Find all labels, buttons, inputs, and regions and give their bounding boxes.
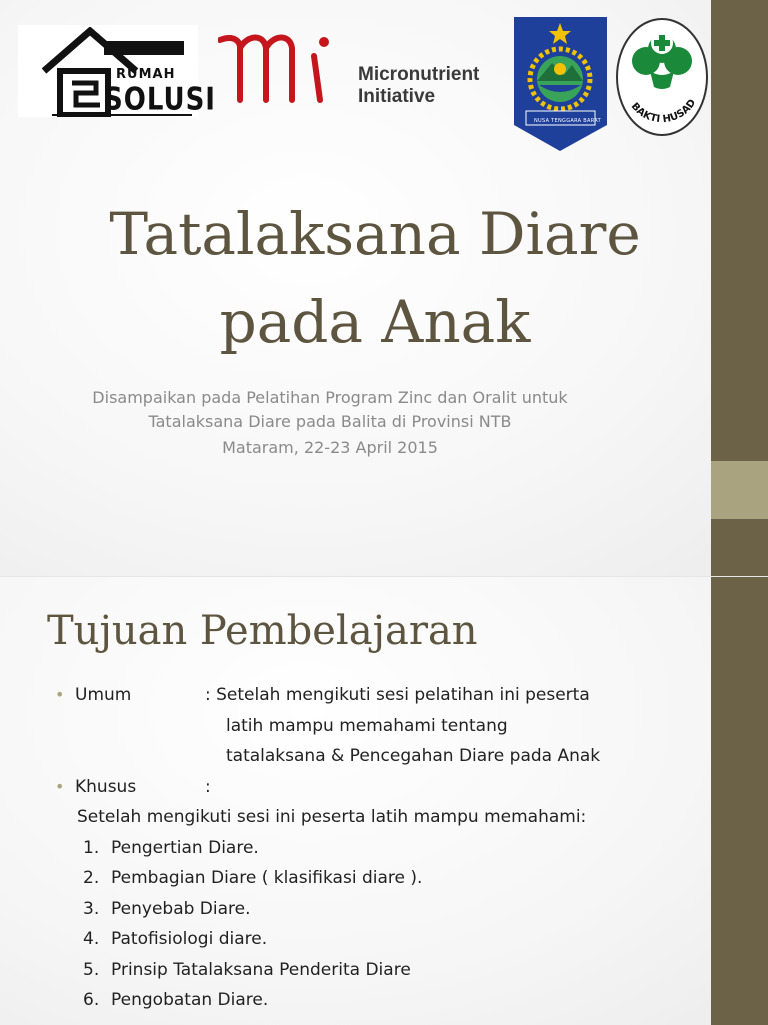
- sidebar-band: [711, 577, 768, 1025]
- numbered-item: [55, 985, 685, 1016]
- item-number: 1.: [83, 837, 100, 858]
- micronutrient-initiative-logo: [218, 30, 498, 110]
- rumah-solusi-logo: [18, 25, 216, 118]
- rumah-text: RUMAH: [116, 67, 176, 82]
- event-date: Mataram, 22-23 April 2015: [222, 438, 438, 457]
- numbered-item: [55, 955, 685, 986]
- bakti-husada-text: BAKTI HUSAD: [628, 97, 699, 126]
- objectives-list: [55, 680, 685, 1016]
- solusi-text: SOLUSI: [104, 82, 216, 118]
- umum-label: Umum: [75, 685, 132, 705]
- subtitle-line1: Disampaikan pada Pelatihan Program Zinc dan Oralit untuk: [92, 388, 568, 407]
- mi-line2: Initiative: [358, 86, 436, 107]
- item-number: 5.: [83, 959, 100, 980]
- item-text: Pembagian Diare ( klasifikasi diare ).: [111, 868, 423, 888]
- khusus-intro: Setelah mengikuti sesi ini peserta latih mampu memahami:: [77, 807, 587, 827]
- numbered-item: [55, 833, 685, 864]
- bakti-husada-icon: [614, 13, 710, 141]
- ntb-shield-icon: [512, 15, 609, 153]
- slide1-subtitle: [40, 386, 620, 460]
- item-text: Pengertian Diare.: [111, 837, 259, 858]
- umum-line2: latih mampu memahami tentang: [226, 715, 508, 736]
- mi-mark-icon: [218, 30, 348, 110]
- slide1-title: [90, 190, 660, 366]
- ntb-motto: NUSA TENGGARA BARAT: [534, 118, 601, 124]
- slide2-title: Tujuan Pembelajaran: [47, 608, 478, 654]
- sidebar-accent-block: [711, 461, 768, 519]
- bullet-icon: •: [55, 776, 65, 796]
- subtitle-line2: Tatalaksana Diare pada Balita di Provinsi NTB: [148, 412, 512, 431]
- bullet-icon: •: [55, 685, 65, 704]
- item-text: Pengobatan Diare.: [111, 990, 269, 1010]
- item-text: Penyebab Diare.: [111, 898, 251, 919]
- item-number: 6.: [83, 990, 100, 1010]
- numbered-item: [55, 924, 685, 955]
- numbered-item: [55, 863, 685, 894]
- umum-line1: : Setelah mengikuti sesi pelatihan ini peserta: [205, 685, 590, 705]
- title-line2: pada Anak: [219, 288, 531, 356]
- list-item: [55, 680, 685, 711]
- umum-line3: tatalaksana & Pencegahan Diare pada Anak: [226, 746, 601, 766]
- khusus-colon: :: [205, 776, 211, 797]
- bakti-husada-logo: [614, 13, 710, 141]
- list-item: [55, 772, 685, 803]
- item-number: 3.: [83, 898, 100, 919]
- item-text: Patofisiologi diare.: [111, 929, 268, 949]
- mi-line1: Micronutrient: [358, 64, 480, 85]
- ntb-emblem: [512, 15, 609, 153]
- item-text: Prinsip Tatalaksana Penderita Diare: [111, 959, 411, 980]
- item-number: 4.: [83, 929, 100, 949]
- title-line1: Tatalaksana Diare: [109, 200, 641, 268]
- khusus-label: Khusus: [75, 776, 137, 797]
- numbered-item: [55, 894, 685, 925]
- item-number: 2.: [83, 868, 100, 888]
